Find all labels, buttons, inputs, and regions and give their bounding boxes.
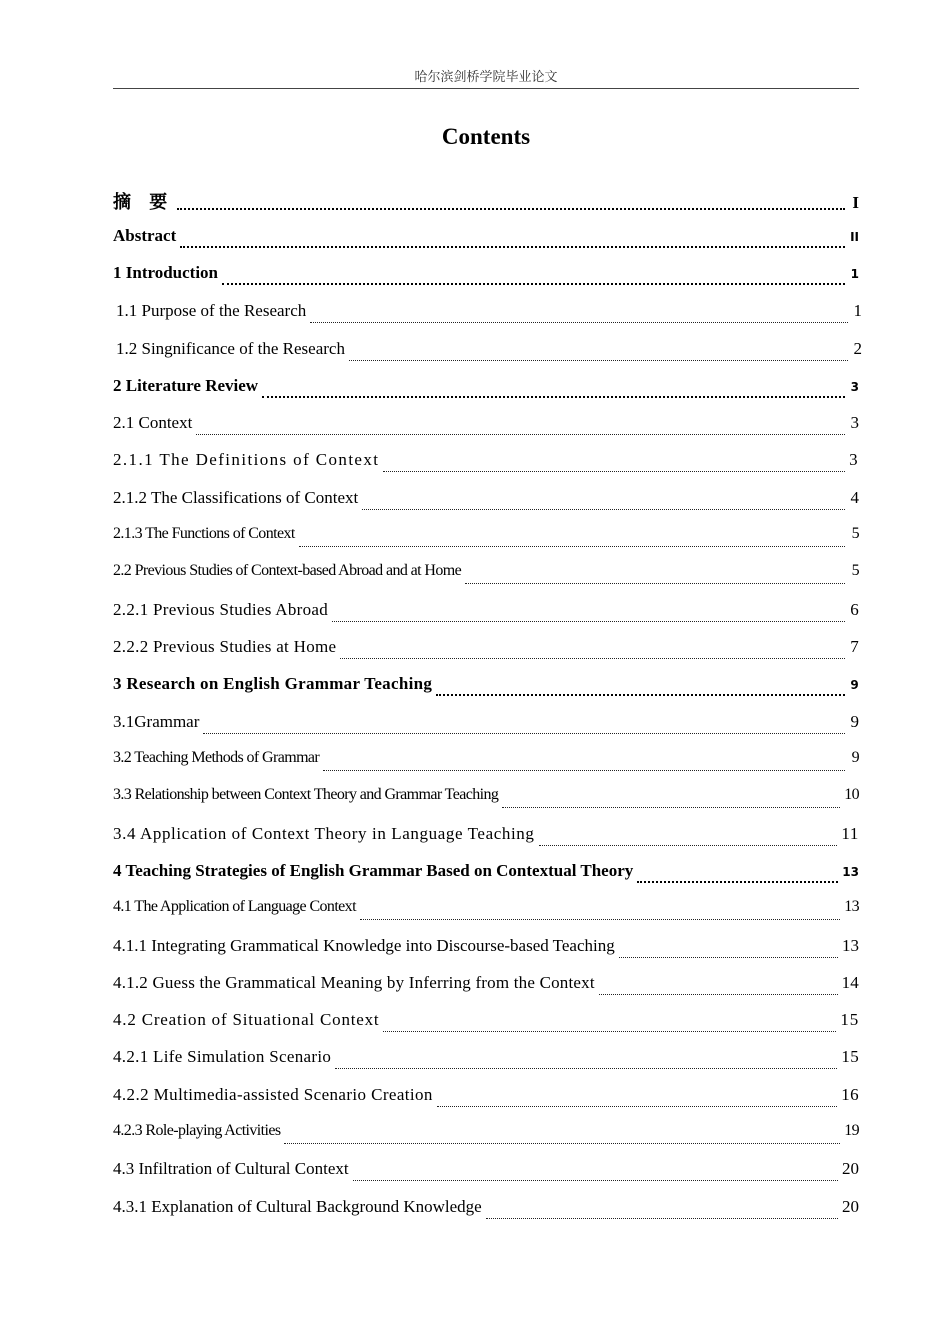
toc-entry[interactable]	[113, 1047, 859, 1077]
dot-leader	[383, 1031, 836, 1032]
toc-entry[interactable]	[113, 786, 859, 816]
dot-leader	[299, 546, 845, 547]
toc-entry[interactable]	[113, 674, 859, 704]
toc-entry[interactable]	[113, 600, 859, 630]
toc-entry[interactable]	[113, 488, 859, 518]
toc-entry-page: 13	[842, 865, 859, 879]
toc-entry[interactable]	[113, 339, 862, 369]
toc-entry-label: 1.1 Purpose of the Research	[116, 301, 307, 320]
toc-entry-label: 4.2.3 Role-playing Activities	[113, 1122, 281, 1139]
toc-entry-label: 3.2 Teaching Methods of Grammar	[113, 749, 320, 766]
toc-entry-page: 14	[841, 973, 859, 992]
toc-entry[interactable]	[113, 525, 859, 555]
toc-entry[interactable]	[113, 226, 859, 256]
dot-leader	[335, 1068, 837, 1069]
dot-leader	[437, 1106, 837, 1107]
toc-entry-page: 4	[850, 488, 859, 507]
dot-leader	[203, 733, 845, 734]
toc-entry[interactable]	[113, 301, 862, 331]
toc-entry-page: I	[852, 193, 859, 212]
toc-entry-label: 4.2.1 Life Simulation Scenario	[113, 1047, 332, 1066]
dot-leader	[360, 919, 840, 920]
toc-entry-page: 1	[853, 301, 862, 320]
toc-entry[interactable]	[113, 1197, 859, 1227]
dot-leader	[349, 360, 848, 361]
page-title: Contents	[441, 124, 531, 149]
toc-entry-label: 4.3.1 Explanation of Cultural Background Knowledge	[113, 1197, 482, 1216]
page-header: 哈尔滨剑桥学院毕业论文	[414, 70, 558, 85]
toc-entry-page: 9	[851, 749, 859, 766]
toc-entry-label: 3.4 Application of Context Theory in Language Teaching	[113, 824, 535, 843]
toc-entry[interactable]	[113, 376, 859, 406]
toc-entry-page: 1	[850, 267, 859, 281]
toc-entry-label: 1.2 Singnificance of the Research	[116, 339, 345, 358]
toc-entry[interactable]	[113, 263, 859, 293]
toc-entry-label: 2.1.3 The Functions of Context	[113, 525, 295, 542]
dot-leader	[436, 694, 845, 696]
toc-entry-page: 2	[853, 339, 862, 358]
toc-entry-page: 7	[850, 637, 859, 656]
toc-entry[interactable]	[113, 1122, 859, 1152]
toc-entry-page: 15	[841, 1047, 859, 1066]
dot-leader	[262, 396, 845, 398]
toc-entry[interactable]	[113, 824, 859, 854]
dot-leader	[383, 471, 845, 472]
toc-entry-page: 11	[841, 824, 859, 843]
toc-entry[interactable]	[113, 1085, 859, 1115]
dot-leader	[332, 621, 845, 622]
toc-entry-page: 13	[844, 898, 859, 915]
toc-entry-page: 9	[850, 712, 859, 731]
toc-entry-page: 16	[841, 1085, 859, 1104]
toc-entry-label: 1 Introduction	[113, 263, 219, 282]
toc-entry-label: 2.1.1 The Definitions of Context	[113, 450, 380, 469]
toc-entry-page: 6	[850, 600, 859, 619]
toc-entry-page: II	[850, 230, 859, 244]
toc-entry-label: 2.1 Context	[113, 413, 193, 432]
header-divider	[113, 88, 859, 89]
dot-leader	[323, 770, 845, 771]
toc-entry-page: 5	[851, 562, 859, 579]
toc-entry[interactable]	[113, 188, 859, 218]
dot-leader	[340, 658, 845, 659]
dot-leader	[362, 509, 845, 510]
dot-leader	[539, 845, 838, 846]
toc-entry-label: 2.1.2 The Classifications of Context	[113, 488, 359, 507]
toc-entry-label: 摘 要	[113, 192, 174, 213]
dot-leader	[310, 322, 848, 323]
toc-entry-page: 5	[851, 525, 859, 542]
toc-entry-page: 10	[844, 786, 859, 803]
dot-leader	[637, 881, 838, 883]
toc-entry[interactable]	[113, 450, 859, 480]
toc-entry[interactable]	[113, 749, 859, 779]
dot-leader	[180, 246, 845, 248]
toc-entry[interactable]	[113, 1010, 859, 1040]
dot-leader	[284, 1143, 840, 1144]
toc-entry-label: 3 Research on English Grammar Teaching	[113, 674, 433, 693]
toc-entry-label: 4.3 Infiltration of Cultural Context	[113, 1159, 349, 1178]
toc-entry-label: 4.2.2 Multimedia-assisted Scenario Creation	[113, 1085, 433, 1104]
dot-leader	[222, 283, 845, 285]
toc-entry[interactable]	[113, 712, 859, 742]
toc-entry-label: 4.1.1 Integrating Grammatical Knowledge into Discourse-based Teaching	[113, 936, 615, 955]
toc-entry-page: 20	[842, 1159, 859, 1178]
toc-entry-page: 15	[840, 1010, 859, 1029]
dot-leader	[486, 1218, 838, 1219]
toc-entry-label: 2.2.2 Previous Studies at Home	[113, 637, 337, 656]
toc-entry-label: 2 Literature Review	[113, 376, 259, 395]
toc-entry[interactable]	[113, 413, 859, 443]
toc-entry[interactable]	[113, 637, 859, 667]
toc-entry-label: 4.2 Creation of Situational Context	[113, 1010, 380, 1029]
dot-leader	[196, 434, 845, 435]
toc-entry[interactable]	[113, 1159, 859, 1189]
dot-leader	[502, 807, 840, 808]
toc-entry-page: 3	[849, 450, 859, 469]
toc-entry-page: 3	[850, 413, 859, 432]
dot-leader	[599, 994, 838, 995]
toc-entry-page: 13	[842, 936, 859, 955]
toc-entry[interactable]	[113, 898, 859, 928]
dot-leader	[465, 583, 845, 584]
toc-entry[interactable]	[113, 973, 859, 1003]
toc-entry-page: 3	[850, 380, 859, 394]
dot-leader	[353, 1180, 838, 1181]
toc-entry[interactable]	[113, 861, 859, 891]
toc-entry-page: 19	[844, 1122, 859, 1139]
toc-entry-page: 20	[842, 1197, 859, 1216]
dot-leader	[177, 208, 845, 210]
toc-entry-label: 3.1Grammar	[113, 712, 200, 731]
toc-entry[interactable]	[113, 936, 859, 966]
toc-entry-label: 2.2 Previous Studies of Context-based Abroad and at Home	[113, 562, 462, 579]
toc-entry-label: 4.1 The Application of Language Context	[113, 898, 356, 915]
toc-entry-label: 2.2.1 Previous Studies Abroad	[113, 600, 329, 619]
toc-entry-label: Abstract	[113, 226, 177, 245]
toc-entry[interactable]	[113, 562, 859, 592]
toc-entry-label: 3.3 Relationship between Context Theory and Grammar Teaching	[113, 786, 499, 803]
toc-entry-label: 4.1.2 Guess the Grammatical Meaning by Inferring from the Context	[113, 973, 595, 992]
toc-entry-page: 9	[850, 678, 859, 692]
dot-leader	[619, 957, 838, 958]
toc-entry-label: 4 Teaching Strategies of English Grammar Based on Contextual Theory	[113, 861, 634, 880]
